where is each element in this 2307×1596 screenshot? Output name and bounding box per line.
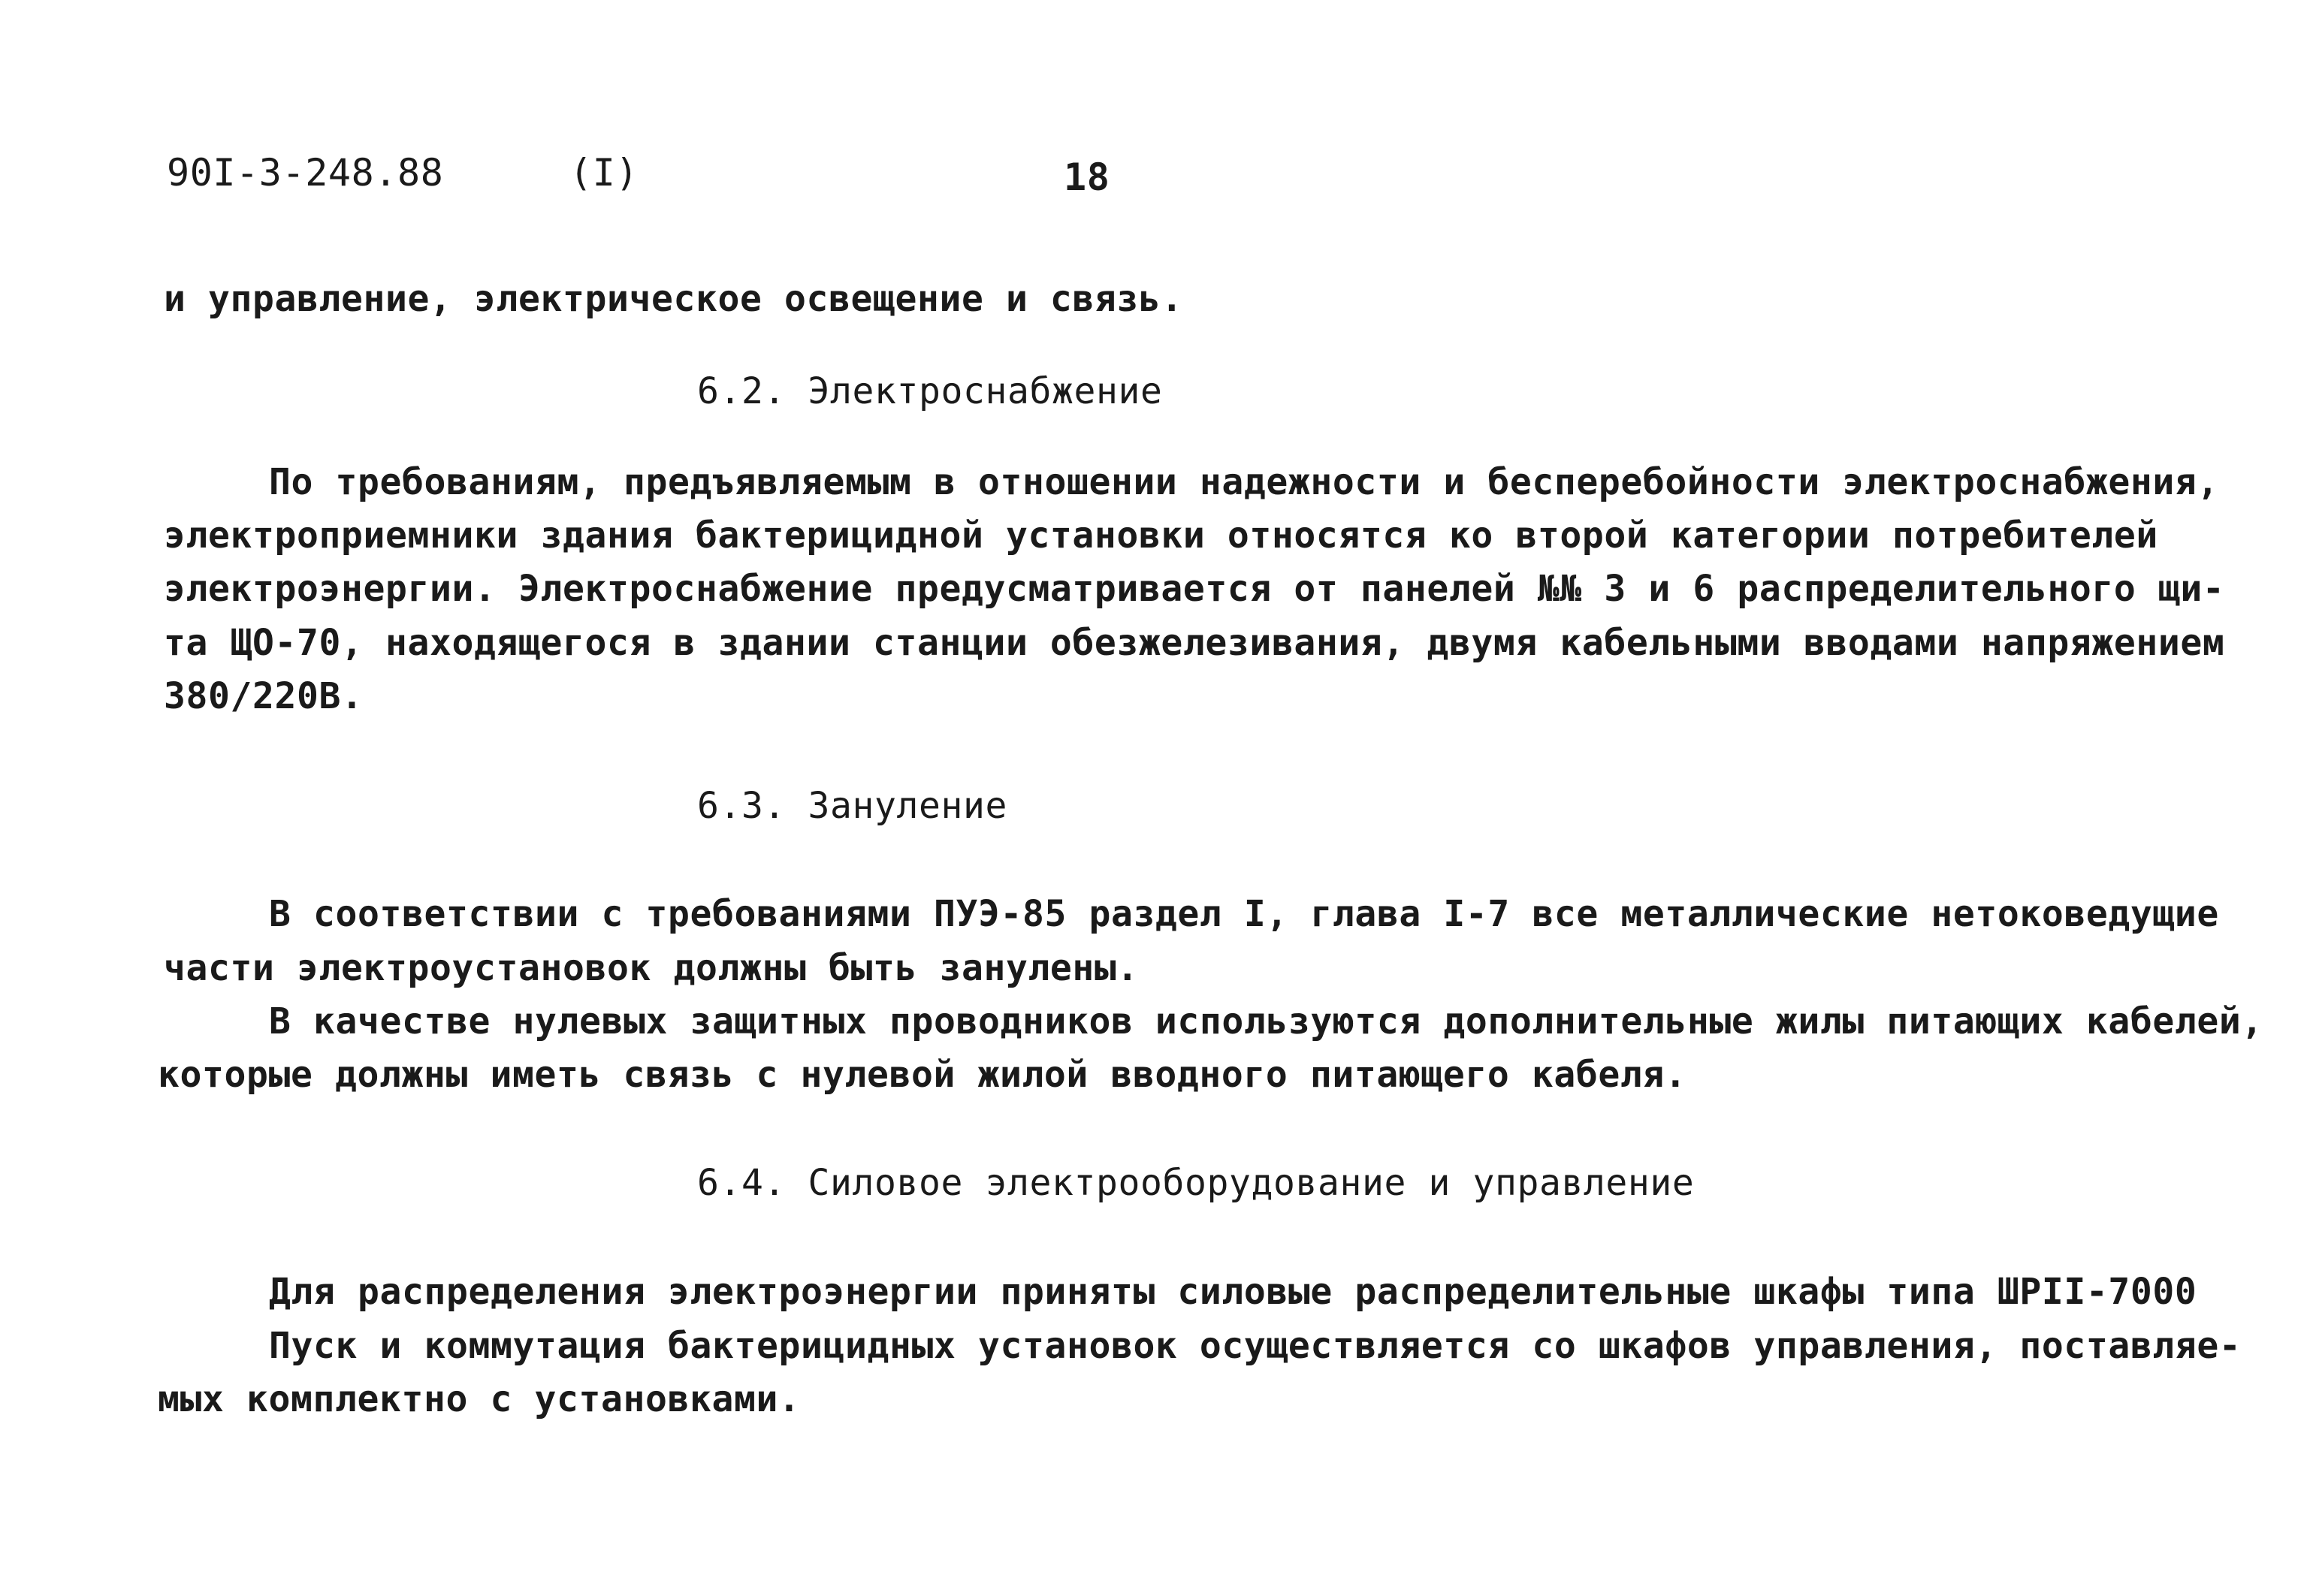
section-6-2-line: 380/220В. — [164, 675, 364, 717]
section-6-3-line: части электроустановок должны быть занулены. — [164, 947, 1139, 989]
doc-number: 90I-3-248.88 — [167, 151, 444, 195]
intro-line: и управление, электрическое освещение и связь. — [164, 278, 1183, 320]
section-6-4-line: мых комплектно с установками. — [158, 1378, 801, 1420]
section-6-4-line: Для распределения электроэнергии приняты силовые распределительные шкафы типа ШРII-7000 — [269, 1271, 2197, 1313]
section-6-4-title: 6.4. Силовое электрооборудование и управление — [697, 1162, 1695, 1204]
section-6-4-line: Пуск и коммутация бактерицидных установок осуществляется со шкафов управления, поставляе- — [269, 1325, 2242, 1367]
section-6-2-line: По требованиям, предъявляемым в отношении надежности и бесперебойности электроснабжения, — [269, 461, 2219, 503]
section-6-2-title: 6.2. Электроснабжение — [697, 370, 1163, 412]
page-number: 18 — [1064, 155, 1110, 199]
doc-part: (I) — [569, 151, 639, 195]
section-6-3-line: которые должны иметь связь с нулевой жилой вводного питающего кабеля. — [158, 1054, 1687, 1096]
section-6-3-line: В соответствии с требованиями ПУЭ-85 раздел I, глава I-7 все металлические нетоковедущие — [269, 893, 2219, 935]
section-6-3-title: 6.3. Зануление — [697, 785, 1007, 827]
section-6-2-line: та ЩО-70, находящегося в здании станции обезжелезивания, двумя кабельными вводами напряжением — [164, 622, 2225, 664]
section-6-3-line: В качестве нулевых защитных проводников используются дополнительные жилы питающих кабелей, — [269, 1000, 2263, 1042]
section-6-2-line: электроэнергии. Электроснабжение предусматривается от панелей №№ 3 и 6 распределительного щи- — [164, 568, 2225, 610]
section-6-2-line: электроприемники здания бактерицидной установки относятся ко второй категории потребителей — [164, 514, 2158, 557]
